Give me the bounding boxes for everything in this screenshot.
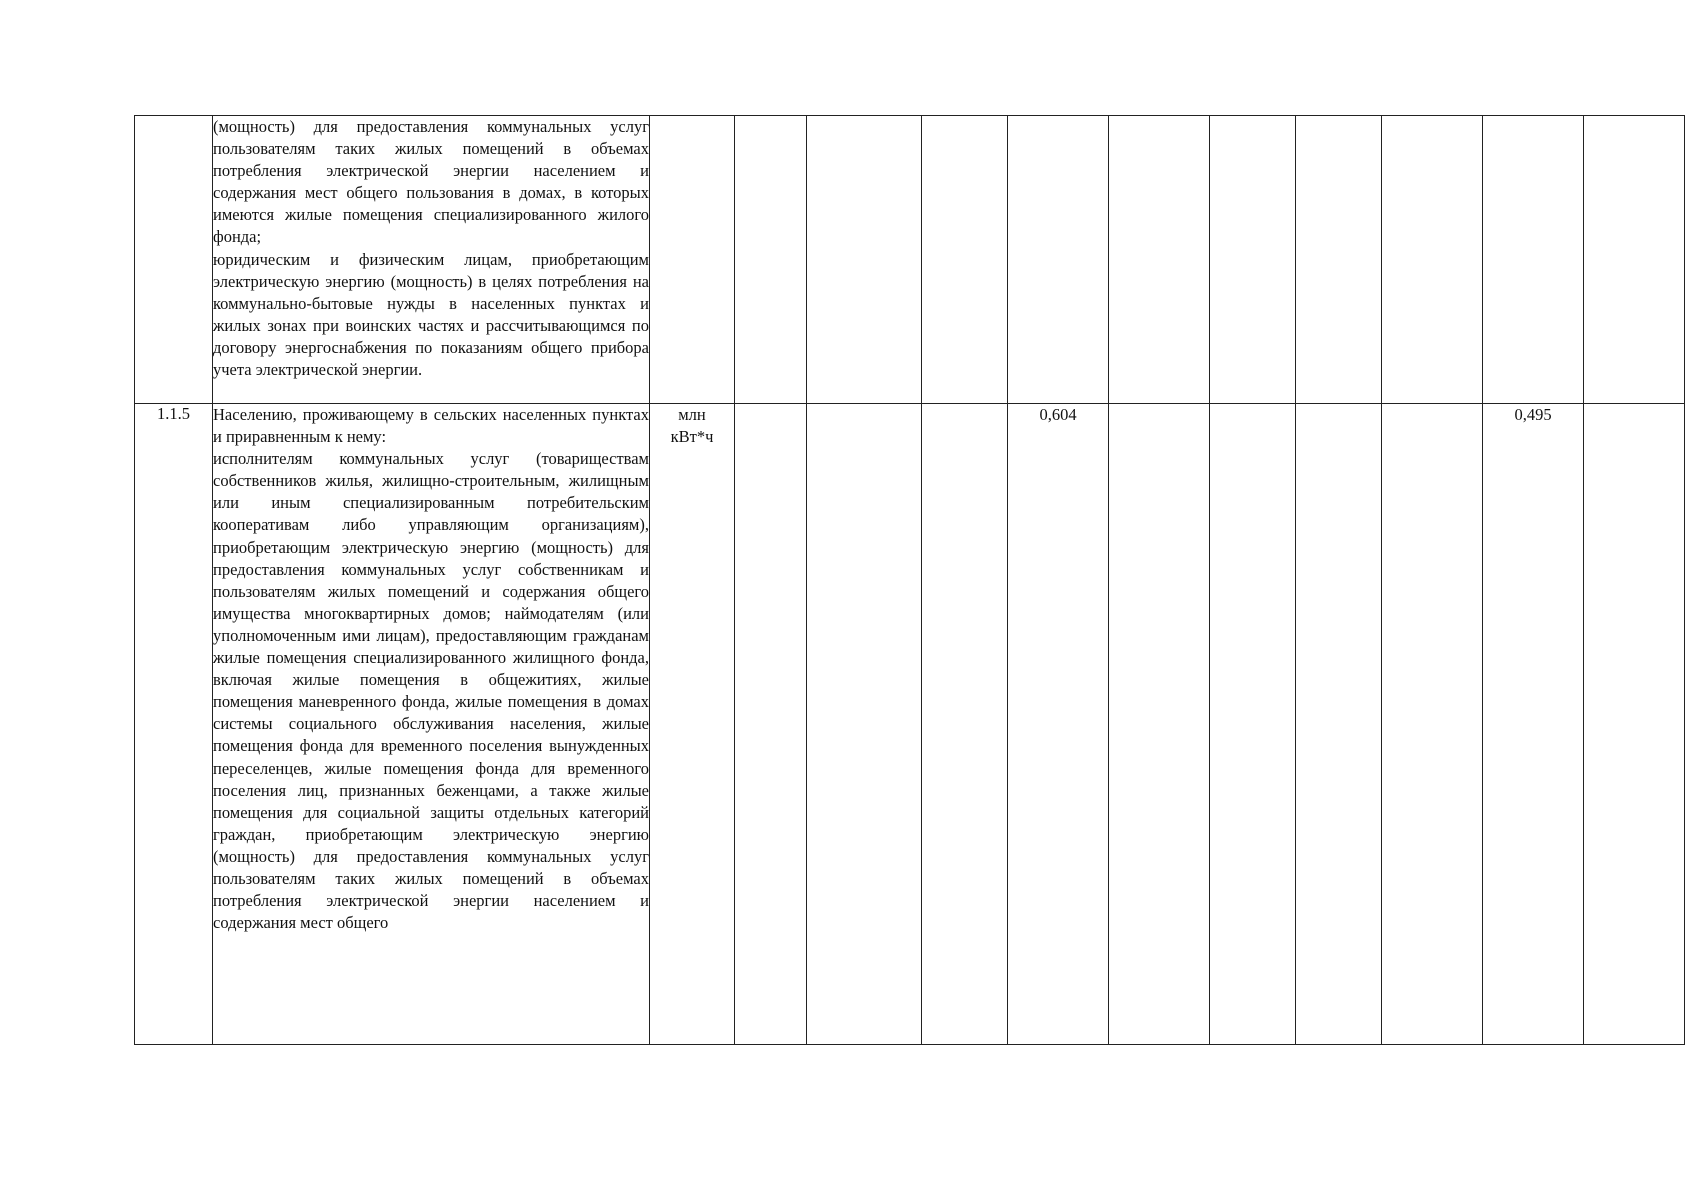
value-cell	[735, 116, 807, 404]
row-description	[213, 116, 650, 404]
value-cell	[807, 116, 922, 404]
tariff-table	[134, 115, 1685, 1045]
value-cell	[1109, 404, 1210, 1045]
description-paragraph: (мощность) для предоставления коммунальных услуг пользователям таких жилых помещений в объемах потребления электрической энергии населением и содержания мест общего пользования в домах, в которых имеются жилые помещения специализированного жилого фонда;	[213, 117, 649, 247]
description-paragraph: Населению, проживающему в сельских населенных пунктах и приравненным к нему:	[213, 405, 649, 447]
description-paragraph: исполнителям коммунальных услуг (товариществам собственников жилья, жилищно-строительным, жилищным или иным специализированным потребительским кооперативам либо управляющим организациям), приобретающим электрическую энергию (мощность) для предоставления коммунальных услуг собственникам и пользователям жилых помещений и содержания общего имущества многоквартирных домов; наймодателям (или уполномоченным ими лицам), предоставляющим гражданам жилые помещения специализированного жилищного фонда, включая жилые помещения в общежитиях, жилые помещения маневренного фонда, жилые помещения в домах системы социального обслуживания населения, жилые помещения фонда для временного поселения вынужденных переселенцев, жилые помещения фонда для временного поселения лиц, признанных беженцами, а также жилые помещения для социальной защиты отдельных категорий граждан, приобретающим электрическую энергию (мощность) для предоставления коммунальных услуг пользователям таких жилых помещений в объемах потребления электрической энергии населением и содержания мест общего	[213, 449, 649, 933]
description-paragraph: юридическим и физическим лицам, приобретающим электрическую энергию (мощность) в целях потребления на коммунально-бытовые нужды в населенных пунктах и жилых зонах при воинских частях и рассчитывающимся по договору энергоснабжения по показаниям общего прибора учета электрической энергии.	[213, 249, 649, 380]
value-cell	[1584, 116, 1685, 404]
value-cell	[1296, 404, 1382, 1045]
value-cell	[1210, 116, 1296, 404]
value-cell	[1008, 116, 1109, 404]
value-cell	[807, 404, 922, 1045]
row-description	[213, 404, 650, 1045]
value-cell	[1382, 116, 1483, 404]
row-number	[135, 116, 213, 404]
row-number: 1.1.5	[135, 404, 213, 1045]
value-cell: 0,604	[1008, 404, 1109, 1045]
value-cell	[1584, 404, 1685, 1045]
value-cell	[1483, 116, 1584, 404]
value-cell	[922, 404, 1008, 1045]
table-row	[135, 404, 1685, 1045]
value-cell	[1210, 404, 1296, 1045]
unit-line: млн	[678, 405, 706, 424]
value-cell	[1382, 404, 1483, 1045]
unit-cell	[650, 404, 735, 1045]
value-cell	[922, 116, 1008, 404]
value-cell	[1109, 116, 1210, 404]
value-cell: 0,495	[1483, 404, 1584, 1045]
value-cell	[1296, 116, 1382, 404]
unit-cell	[650, 116, 735, 404]
table-row	[135, 116, 1685, 404]
unit-line: кВт*ч	[670, 427, 714, 446]
value-cell	[735, 404, 807, 1045]
